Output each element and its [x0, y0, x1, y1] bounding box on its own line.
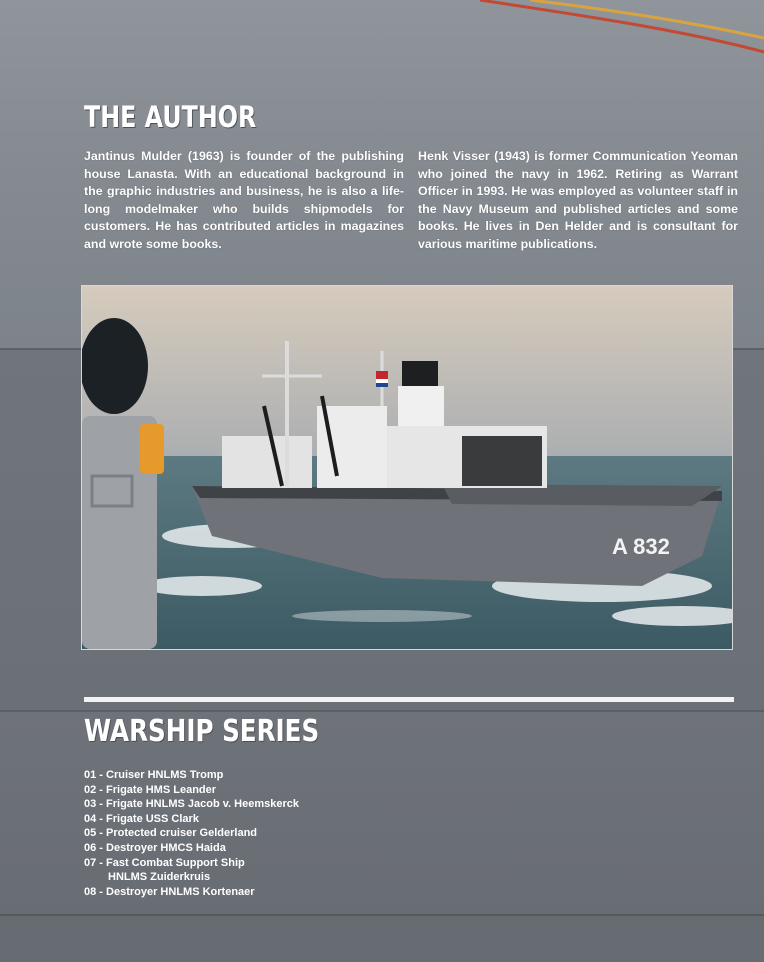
series-item: 03 - Frigate HNLMS Jacob v. Heemskerck: [84, 798, 299, 811]
series-item: 04 - Frigate USS Clark: [84, 812, 199, 825]
hull-background-bottom: [0, 914, 764, 962]
author-bio-mulder: Jantinus Mulder (1963) is founder of the publishing house Lanasta. With an educational background in the graphic industries and business, he is also a life-long modelmaker who builds shipmodels for customers. He has contributed articles in magazines and wrote some books.: [84, 149, 404, 251]
rope-decoration: [0, 0, 764, 70]
hull-number: A 832: [612, 534, 670, 559]
series-item: 07 - Fast Combat Support Ship: [84, 856, 245, 869]
series-item: 06 - Destroyer HMCS Haida: [84, 841, 226, 854]
series-item: 02 - Frigate HMS Leander: [84, 783, 217, 796]
author-heading: THE AUTHOR: [84, 100, 257, 134]
author-bio-visser: Henk Visser (1943) is former Communication Yeoman who joined the navy in 1962. Retiring as Warrant Officer in 1993. He was employed as volunteer staff in the Navy Museum and published articles and some books. He lives in Den Helder and is consultant for various maritime publications.: [418, 149, 738, 251]
series-list: [84, 768, 299, 899]
series-item-continuation: HNLMS Zuiderkruis: [108, 871, 211, 884]
series-item: 05 - Protected cruiser Gelderland: [84, 827, 258, 840]
series-heading: WARSHIP SERIES: [84, 714, 320, 749]
series-item: 01 - Cruiser HNLMS Tromp: [84, 769, 224, 781]
series-item: 08 - Destroyer HNLMS Kortenaer: [84, 885, 255, 898]
section-divider: [84, 697, 734, 702]
ship-photo: [81, 285, 733, 650]
